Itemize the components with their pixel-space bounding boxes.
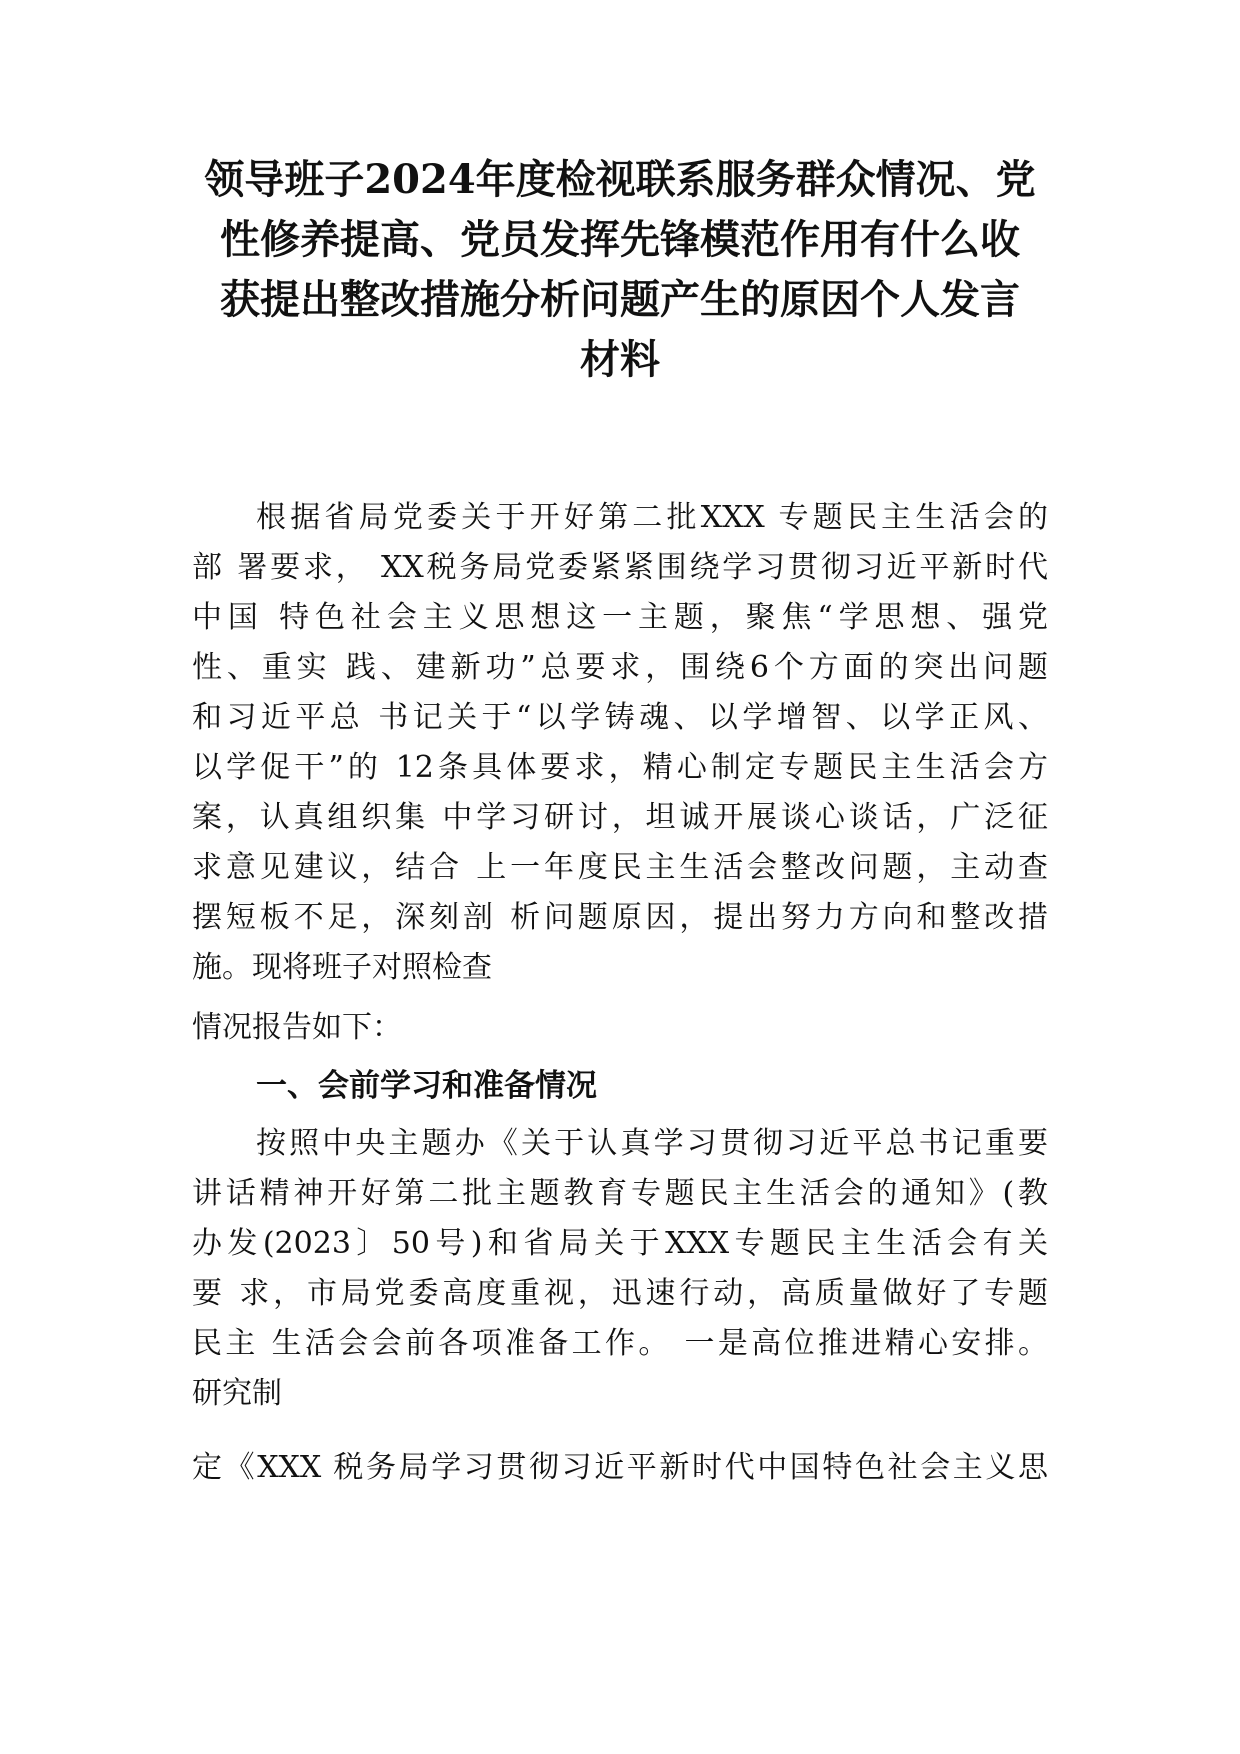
text-line: 按照中央主题办《关于认真学习贯彻习近平总书记重要 <box>256 1126 1048 1161</box>
text-line: 和习近平总 书记关于“以学铸魂、以学增智、以学正风、 <box>192 700 1048 735</box>
text-line: 办发(2023〕50号)和省局关于XXX专题民主生活会有关 <box>192 1226 1048 1261</box>
text-line: 施。现将班子对照检查 <box>192 950 492 985</box>
text-line: 研究制 <box>192 1376 282 1411</box>
text-line: 性、重实 践、建新功”总要求，围绕6个方面的突出问题 <box>192 650 1048 685</box>
title-line: 获提出整改措施分析问题产生的原因个人发言 <box>220 276 1020 323</box>
title-line: 材料 <box>580 336 660 383</box>
text-line: 根据省局党委关于开好第二批XXX 专题民主生活会的 <box>256 500 1048 535</box>
text-line: 民主 生活会会前各项准备工作。 一是高位推进精心安排。 <box>192 1326 1048 1361</box>
title-line: 性修养提高、党员发挥先锋模范作用有什么收 <box>220 216 1020 263</box>
text-line: 定《XXX 税务局学习贯彻习近平新时代中国特色社会主义思 <box>192 1450 1048 1485</box>
text-line: 求意见建议，结合 上一年度民主生活会整改问题，主动查 <box>192 850 1048 885</box>
text-line: 讲话精神开好第二批主题教育专题民主生活会的通知》(教 <box>192 1176 1048 1211</box>
text-line: 情况报告如下： <box>192 1010 402 1045</box>
text-line: 案，认真组织集 中学习研讨，坦诚开展谈心谈话，广泛征 <box>192 800 1048 835</box>
text-line: 部 署要求， XX税务局党委紧紧围绕学习贯彻习近平新时代 <box>192 550 1048 585</box>
title-line: 领导班子2024年度检视联系服务群众情况、党 <box>204 156 1036 203</box>
section-heading: 一、会前学习和准备情况 <box>256 1068 597 1104</box>
text-line: 以学促干”的 12条具体要求，精心制定专题民主生活会方 <box>192 750 1048 785</box>
document-title <box>190 150 1050 390</box>
text-line: 摆短板不足，深刻剖 析问题原因，提出努力方向和整改措 <box>192 900 1048 935</box>
text-line: 中国 特色社会主义思想这一主题，聚焦“学思想、强党 <box>192 600 1048 635</box>
text-line: 要 求，市局党委高度重视，迅速行动，高质量做好了专题 <box>192 1276 1048 1311</box>
